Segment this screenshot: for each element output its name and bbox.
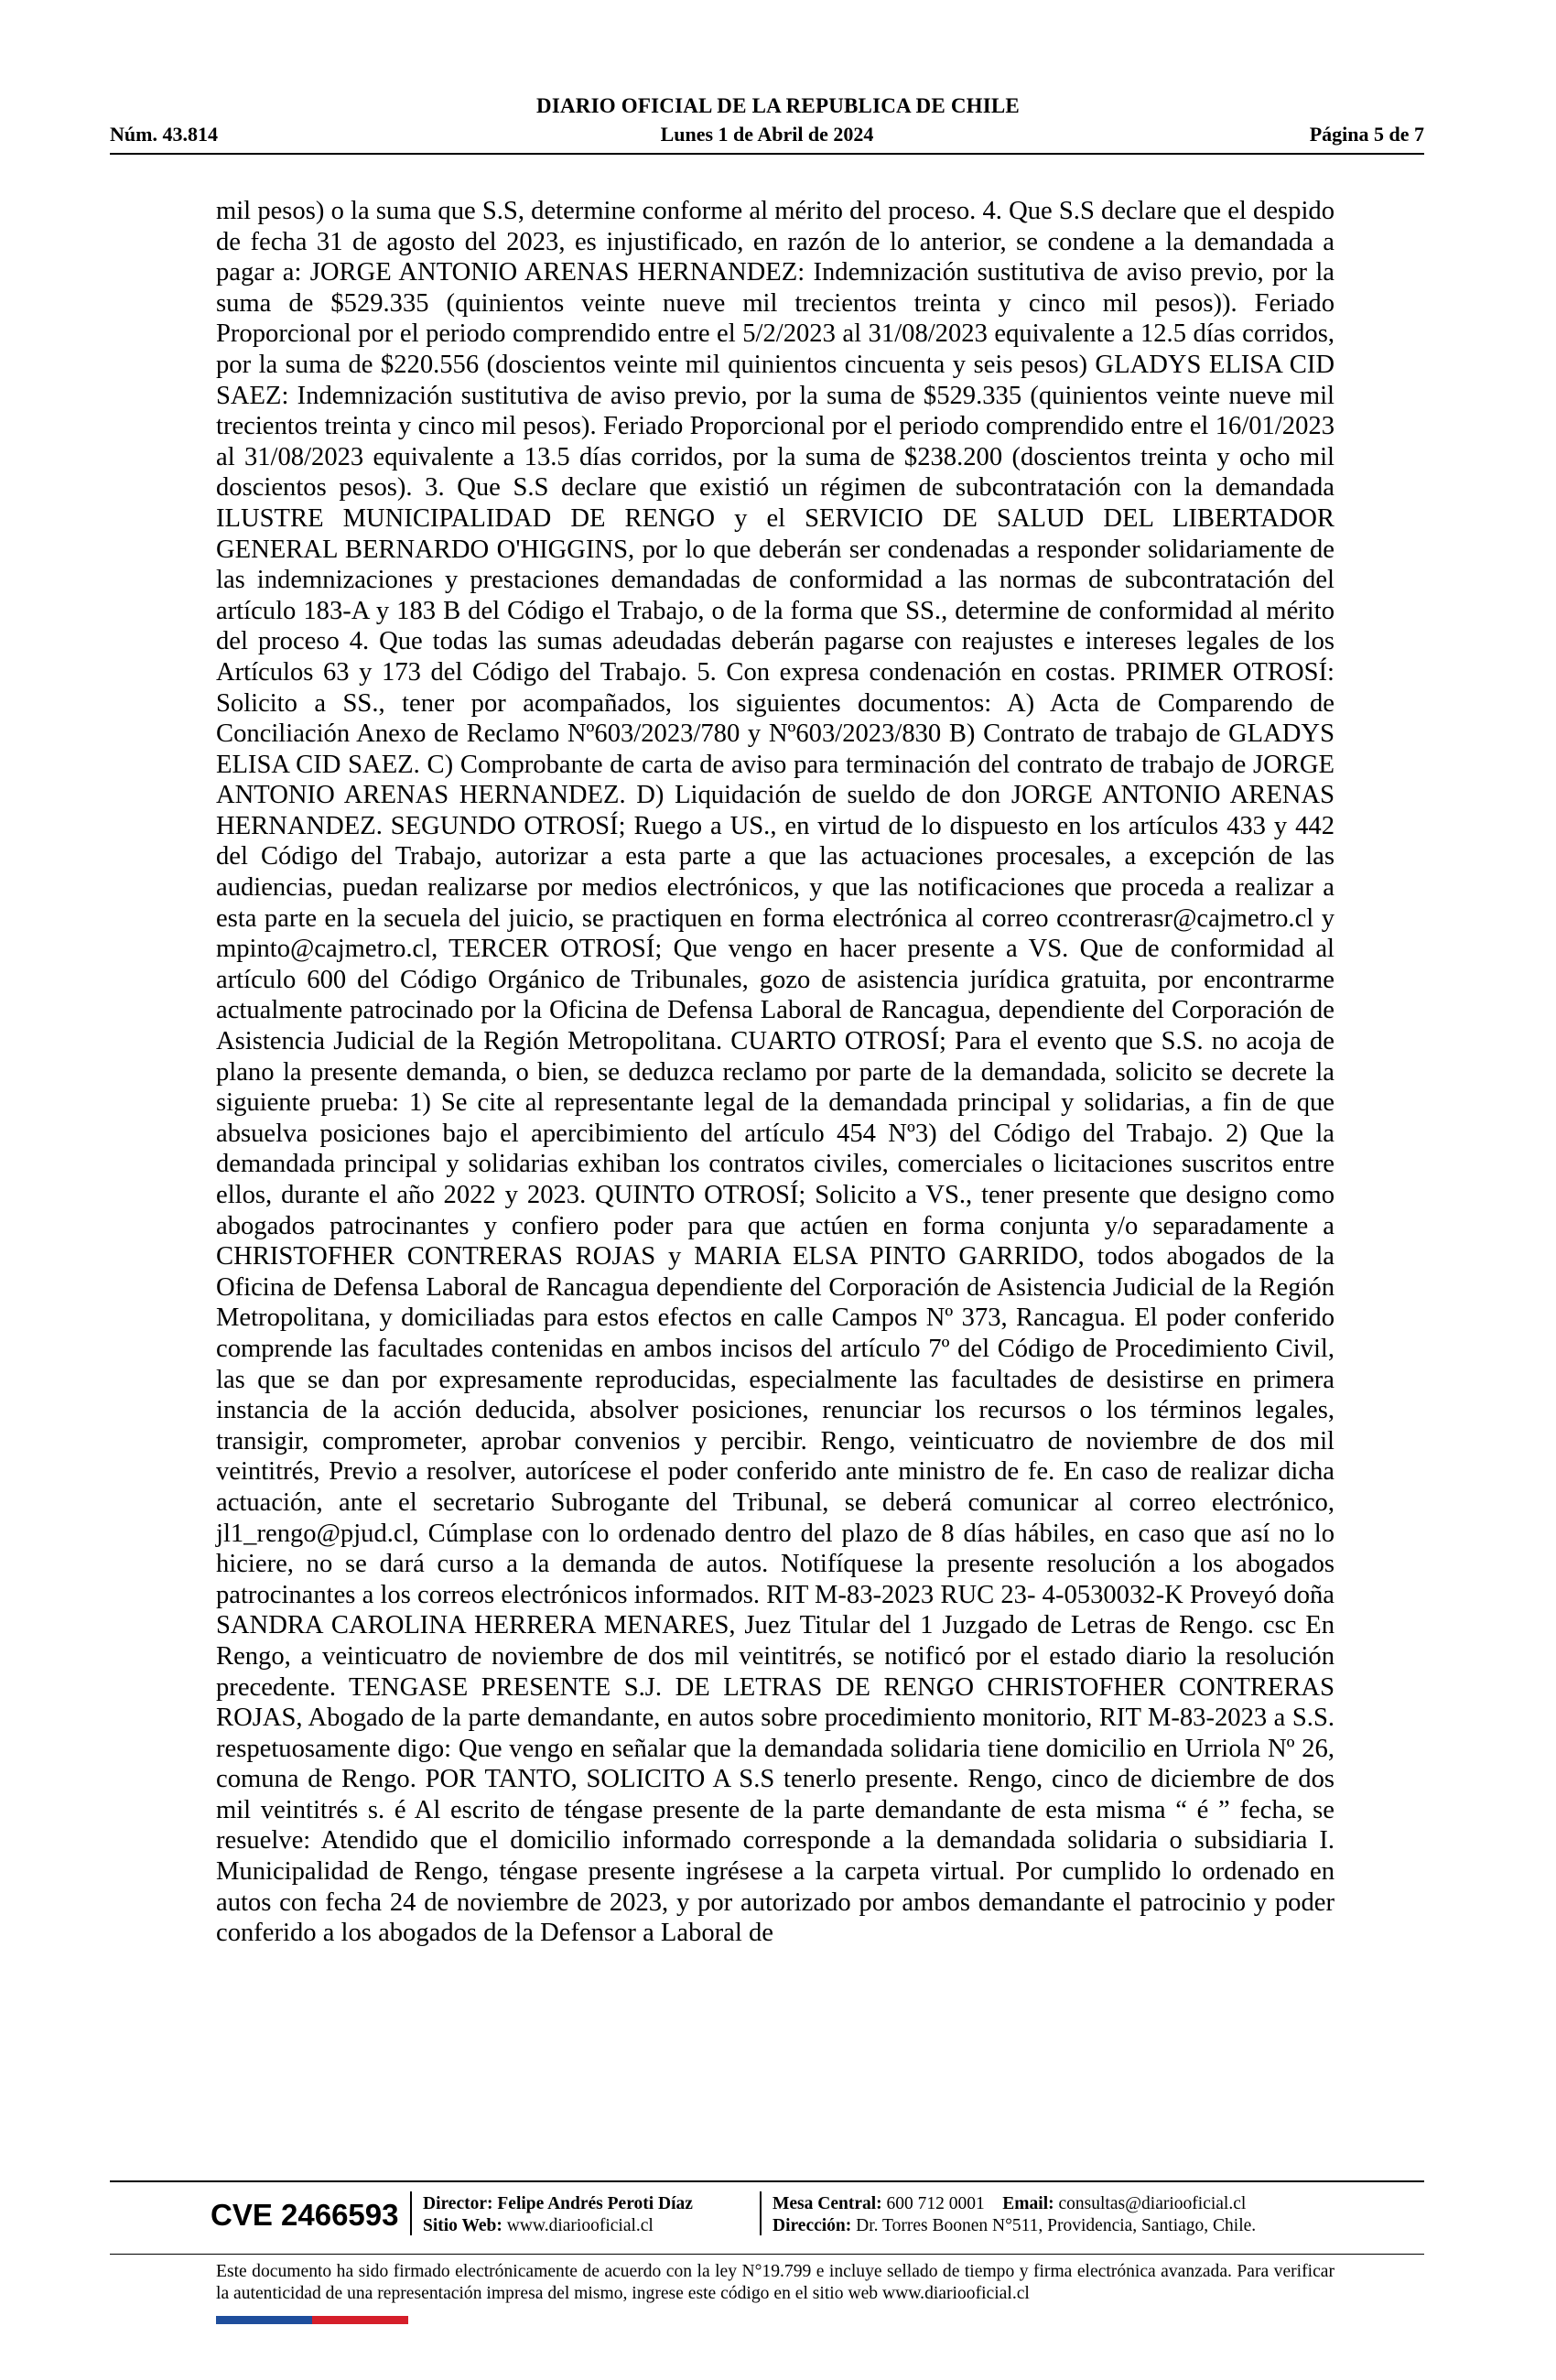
address-text: Dr. Torres Boonen N°511, Providencia, Santiago, Chile. [856,2216,1257,2235]
website-label: Sitio Web: [423,2216,502,2235]
phone-number: 600 712 0001 [886,2194,985,2213]
email-label: Email: [1002,2194,1054,2213]
address-label: Dirección: [773,2216,852,2235]
publication-title: DIARIO OFICIAL DE LA REPUBLICA DE CHILE [536,94,1020,117]
footer-director-block [423,2193,693,2237]
flag-blue-segment [216,2316,312,2324]
website-link[interactable]: www.diariooficial.cl [506,2216,654,2235]
footer-separator [760,2191,762,2235]
page-number: Página 5 de 7 [1309,123,1424,146]
email-link[interactable]: consultas@diariooficial.cl [1058,2194,1247,2213]
footer-divider [110,2180,1424,2182]
director-label: Director: [423,2194,493,2213]
director-name: Felipe Andrés Peroti Díaz [497,2194,693,2213]
document-body: mil pesos) o la suma que S.S, determine conforme al mérito del proceso. 4. Que S.S declare que el despido de fecha 31 de agosto del 2023, es injustificado, en razón de lo anterior, se condene a la demandada a pagar a: JORGE ANTONIO ARENAS HERNANDEZ: Indemnización sustitutiva de aviso previo, por la suma de $529.335 (quinientos veinte nueve mil trecientos treinta y cinco mil pesos)). Feriado Proporcional por el periodo comprendido entre el 5/2/2023 al 31/08/2023 equivalente a 12.5 días corridos, por la suma de $220.556 (doscientos veinte mil quinientos cincuenta y seis pesos) GLADYS ELISA CID SAEZ: Indemnización sustitutiva de aviso previo, por la suma de $529.335 (quinientos veinte nueve mil trecientos treinta y cinco mil pesos). Feriado Proporcional por el periodo comprendido entre el 16/01/2023 al 31/08/2023 equivalente a 13.5 días corridos, por la suma de $238.200 (doscientos treinta y ocho mil doscientos pesos). 3. Que S.S declare que existió un régimen de subcontratación con la demandada ILUSTRE MUNICIPALIDAD DE RENGO y el SERVICIO DE SALUD DEL LIBERTADOR GENERAL BERNARDO O'HIGGINS, por lo que deberán ser condenadas a responder solidariamente de las indemnizaciones y prestaciones demandadas de conformidad a las normas de subcontratación del artículo 183-A y 183 B del Código el Trabajo, o de la forma que SS., determine de conformidad al mérito del proceso 4. Que todas las sumas adeudadas deberán pagarse con reajustes e intereses legales de los Artículos 63 y 173 del Código del Trabajo. 5. Con expresa condenación en costas. PRIMER OTROSÍ: Solicito a SS., tener por acompañados, los siguientes documentos: A) Acta de Comparendo de Conciliación Anexo de Reclamo Nº603/2023/780 y Nº603/2023/830 B) Contrato de trabajo de GLADYS ELISA CID SAEZ. C) Comprobante de carta de aviso para terminación del contrato de trabajo de JORGE ANTONIO ARENAS HERNANDEZ. D) Liquidación de sueldo de don JORGE ANTONIO ARENAS HERNANDEZ. SEGUNDO OTROSÍ; Ruego a US., en virtud de lo dispuesto en los artículos 433 y 442 del Código del Trabajo, autorizar a esta parte a que las actuaciones procesales, a excepción de las audiencias, puedan realizarse por medios electrónicos, y que las notificaciones que proceda a realizar a esta parte en la secuela del juicio, se practiquen en forma electrónica al correo ccontrerasr@cajmetro.cl y mpinto@cajmetro.cl, TERCER OTROSÍ; Que vengo en hacer presente a VS. Que de conformidad al artículo 600 del Código Orgánico de Tribunales, gozo de asistencia jurídica gratuita, por encontrarme actualmente patrocinado por la Oficina de Defensa Laboral de Rancagua, dependiente del Corporación de Asistencia Judicial de la Región Metropolitana. CUARTO OTROSÍ; Para el evento que S.S. no acoja de plano la presente demanda, o bien, se deduzca reclamo por parte de la demandada, solicito se decrete la siguiente prueba: 1) Se cite al representante legal de la demandada principal y solidarias, a fin de que absuelva posiciones bajo el apercibimiento del artículo 454 Nº3) del Código del Trabajo. 2) Que la demandada principal y solidarias exhiban los contratos civiles, comerciales o licitaciones suscritos entre ellos, durante el año 2022 y 2023. QUINTO OTROSÍ; Solicito a VS., tener presente que designo como abogados patrocinantes y confiero poder para que actúen en forma conjunta y/o separadamente a CHRISTOFHER CONTRERAS ROJAS y MARIA ELSA PINTO GARRIDO, todos abogados de la Oficina de Defensa Laboral de Rancagua dependiente del Corporación de Asistencia Judicial de la Región Metropolitana, y domiciliadas para estos efectos en calle Campos Nº 373, Rancagua. El poder conferido comprende las facultades contenidas en ambos incisos del artículo 7º del Código de Procedimiento Civil, las que se dan por expresamente reproducidas, especialmente las facultades de desistirse en primera instancia de la acción deducida, absolver posiciones, renunciar los recursos o los términos legales, transigir, comprometer, aprobar convenios y percibir. Rengo, veinticuatro de noviembre de dos mil veintitrés, Previo a resolver, autorícese el poder conferido ante ministro de fe. En caso de realizar dicha actuación, ante el secretario Subrogante del Tribunal, se deberá comunicar al correo electrónico, jl1_rengo@pjud.cl, Cúmplase con lo ordenado dentro del plazo de 8 días hábiles, en caso que así no lo hiciere, no se dará curso a la demanda de autos. Notifíquese la presente resolución a los abogados patrocinantes a los correos electrónicos informados. RIT M-83-2023 RUC 23- 4-0530032-K Proveyó doña SANDRA CAROLINA HERRERA MENARES, Juez Titular del 1 Juzgado de Letras de Rengo. csc En Rengo, a veinticuatro de noviembre de dos mil veintitrés, se notificó por el estado diario la resolución precedente. TENGASE PRESENTE S.J. DE LETRAS DE RENGO CHRISTOFHER CONTRERAS ROJAS, Abogado de la parte demandante, en autos sobre procedimiento monitorio, RIT M-83-2023 a S.S. respetuosamente digo: Que vengo en señalar que la demandada solidaria tiene domicilio en Urriola Nº 26, comuna de Rengo. POR TANTO, SOLICITO A S.S tenerlo presente. Rengo, cinco de diciembre de dos mil veintitrés s. é Al escrito de téngase presente de la parte demandante de esta misma “ é ” fecha, se resuelve: Atendido que el domicilio informado corresponde a la demandada solidaria o subsidiaria I. Municipalidad de Rengo, téngase presente ingrésese a la carpeta virtual. Por cumplido lo ordenado en autos con fecha 24 de noviembre de 2023, y por autorizado por ambos demandante el patrocinio y poder conferido a los abogados de la Defensor a Laboral de [216,197,1334,1948]
footer-separator [410,2191,412,2235]
issue-number: Núm. 43.814 [110,123,218,146]
footer-contact-block [773,2193,1256,2237]
flag-red-segment [312,2316,408,2324]
cve-code: CVE 2466593 [211,2198,399,2232]
footer-divider-thin [110,2254,1424,2255]
footer-info [211,2188,1336,2243]
header-row [110,123,1424,150]
header-divider [110,153,1424,155]
issue-date: Lunes 1 de Abril de 2024 [660,123,874,146]
signature-note: Este documento ha sido firmado electrónicamente de acuerdo con la ley N°19.799 e incluye sellado de tiempo y firma electrónica avanzada. Para verificar la autenticidad de una representación impresa del mismo, ingrese este código en el sitio web www.diariooficial.cl [216,2262,1334,2303]
chile-flag-stripe [216,2316,408,2324]
phone-label: Mesa Central: [773,2194,882,2213]
